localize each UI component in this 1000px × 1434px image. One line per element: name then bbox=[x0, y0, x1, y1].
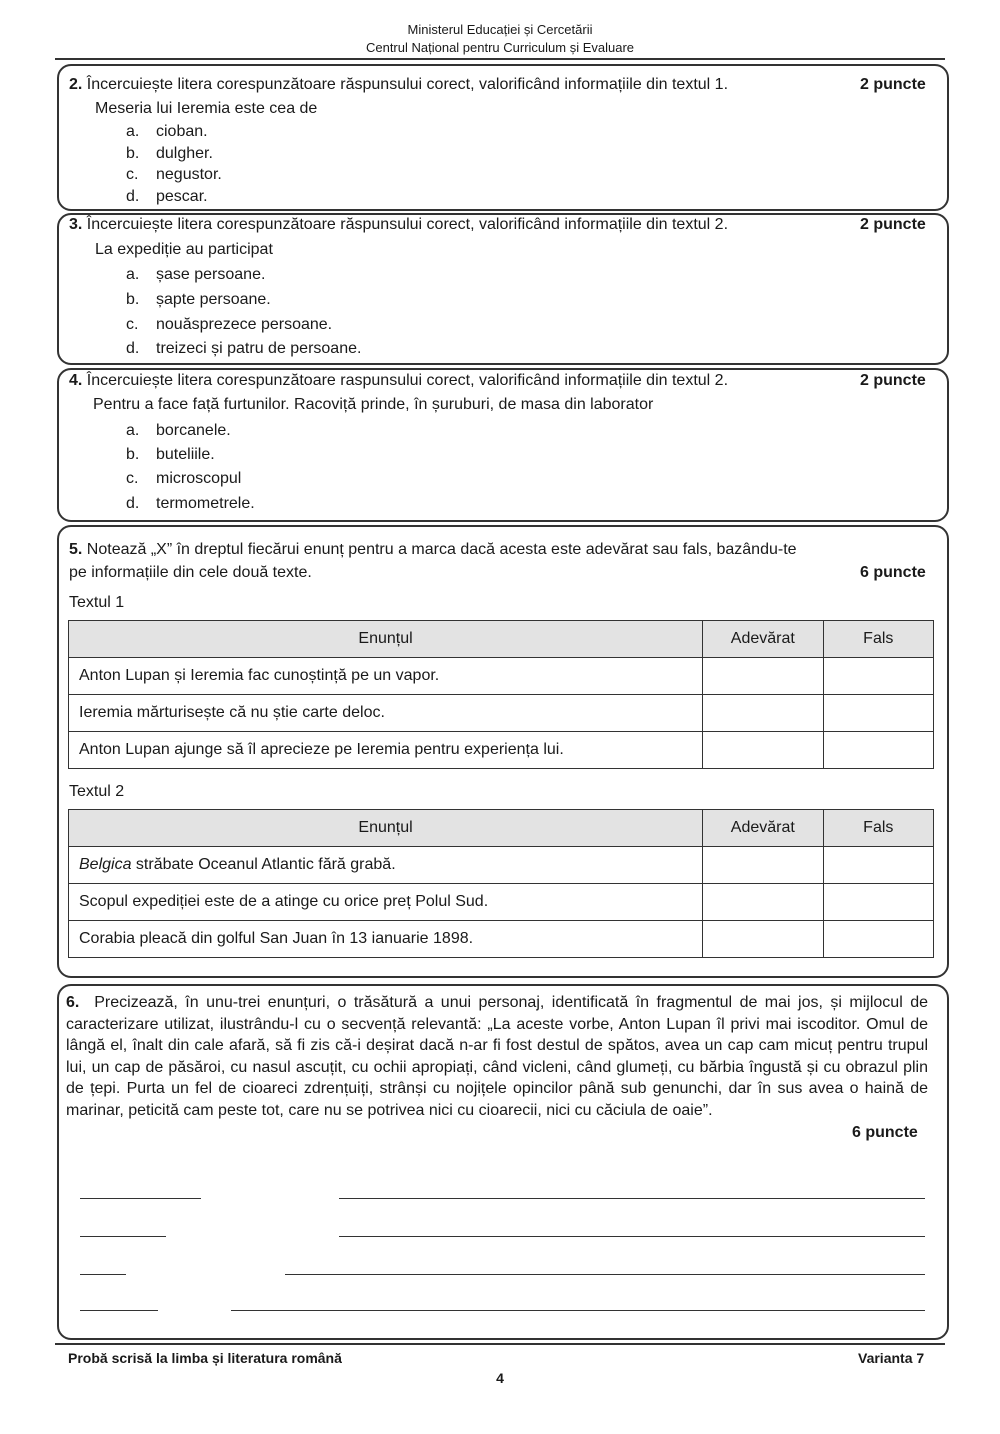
question-3-instruction: 3. Încercuiește litera corespunzătoare răspunsului corect, valorificând informațiile din textul 2. bbox=[69, 216, 729, 233]
question-5-instruction-line1: 5. Notează „X” în dreptul fiecărui enunț pentru a marca dacă acesta este adevărat sau fals, bazându-te bbox=[69, 541, 797, 558]
header-true: Adevărat bbox=[703, 810, 824, 847]
header-false: Fals bbox=[823, 810, 933, 847]
question-3-points: 2 puncte bbox=[860, 216, 926, 233]
text-2-label: Textul 2 bbox=[69, 783, 125, 800]
question-3-stem: La expediție au participat bbox=[95, 241, 273, 258]
question-2-stem: Meseria lui Ieremia este cea de bbox=[95, 100, 318, 117]
question-2-option-a[interactable]: a. cioban. bbox=[126, 123, 208, 140]
answer-line[interactable] bbox=[339, 1236, 925, 1237]
header-statement: Enunțul bbox=[69, 621, 703, 658]
statement-text: Anton Lupan ajunge să îl aprecieze pe Ieremia pentru experiența lui. bbox=[69, 732, 703, 769]
header-divider bbox=[55, 58, 945, 60]
true-answer-cell[interactable] bbox=[703, 884, 824, 921]
false-answer-cell[interactable] bbox=[823, 732, 933, 769]
false-answer-cell[interactable] bbox=[823, 695, 933, 732]
true-answer-cell[interactable] bbox=[703, 658, 824, 695]
text-1-label: Textul 1 bbox=[69, 594, 125, 611]
true-answer-cell[interactable] bbox=[703, 847, 824, 884]
page-number: 4 bbox=[496, 1370, 504, 1386]
question-4-stem: Pentru a face față furtunilor. Racoviță prinde, în șuruburi, de masa din laborator bbox=[93, 396, 654, 413]
false-answer-cell[interactable] bbox=[823, 847, 933, 884]
answer-line[interactable] bbox=[231, 1310, 925, 1311]
statement-text: Corabia pleacă din golful San Juan în 13 ianuarie 1898. bbox=[69, 921, 703, 958]
true-answer-cell[interactable] bbox=[703, 695, 824, 732]
question-4-option-c[interactable]: c. microscopul bbox=[126, 470, 242, 487]
true-answer-cell[interactable] bbox=[703, 921, 824, 958]
question-2-points: 2 puncte bbox=[860, 76, 926, 93]
answer-line[interactable] bbox=[80, 1274, 126, 1275]
table-row bbox=[69, 884, 934, 921]
question-3-option-c[interactable]: c. nouăsprezece persoane. bbox=[126, 316, 333, 333]
footer-divider bbox=[55, 1343, 945, 1345]
answer-line[interactable] bbox=[339, 1198, 925, 1199]
false-answer-cell[interactable] bbox=[823, 884, 933, 921]
table-row bbox=[69, 921, 934, 958]
header-false: Fals bbox=[823, 621, 933, 658]
true-answer-cell[interactable] bbox=[703, 732, 824, 769]
table-header-row bbox=[69, 810, 934, 847]
answer-line[interactable] bbox=[285, 1274, 925, 1275]
question-6-points: 6 puncte bbox=[852, 1124, 918, 1141]
table-row bbox=[69, 658, 934, 695]
header-true: Adevărat bbox=[703, 621, 824, 658]
question-3-option-a[interactable]: a. șase persoane. bbox=[126, 266, 266, 283]
statement-table-text-1 bbox=[68, 620, 934, 769]
question-2-option-b[interactable]: b. dulgher. bbox=[126, 145, 213, 162]
question-6-prompt: 6. Precizează, în unu-trei enunțuri, o trăsătură a unui personaj, identificată în fragmentul de mai jos, și mijlocul de caracterizare utilizat, ilustrându-l cu o secvență relevantă: „La aceste vorbe, Anton Lupan îl privi mai iscoditor. Omul de lângă el, înalt din cale afară, să fi zis că-i deșirat dacă n-ar fi fost destul de spătos, avea un cap cam micuț pentru trupul lui, un cap de păsăroi, cu nasul ascuțit, cu ochii apropiați, când vicleni, când glumeți, cu bărbia îngustă și cu obrazul plin de țepi. Purta un fel de cioareci zdrențuiți, strânși cu nojițele opincilor până sub genunchi, dar în sus avea o haină de marinar, peticită cam peste tot, care nu se potrivea nici cu cioarecii, nici cu căciula de oaie”. bbox=[66, 994, 928, 1119]
statement-text: Scopul expediției este de a atinge cu orice preț Polul Sud. bbox=[69, 884, 703, 921]
statement-table-text-2 bbox=[68, 809, 934, 958]
question-3-option-d[interactable]: d. treizeci și patru de persoane. bbox=[126, 340, 362, 357]
statement-text: Anton Lupan și Ieremia fac cunoștință pe un vapor. bbox=[69, 658, 703, 695]
question-4-instruction: 4. Încercuiește litera corespunzătoare raspunsului corect, valorificând informațiile din textul 2. bbox=[69, 372, 729, 389]
question-2-option-c[interactable]: c. negustor. bbox=[126, 166, 222, 183]
false-answer-cell[interactable] bbox=[823, 921, 933, 958]
footer-exam-title: Probă scrisă la limba și literatura română bbox=[68, 1350, 342, 1366]
answer-line[interactable] bbox=[80, 1236, 166, 1237]
answer-line[interactable] bbox=[80, 1310, 158, 1311]
question-4-option-a[interactable]: a. borcanele. bbox=[126, 422, 231, 439]
question-4-points: 2 puncte bbox=[860, 372, 926, 389]
table-header-row bbox=[69, 621, 934, 658]
question-4-option-d[interactable]: d. termometrele. bbox=[126, 495, 255, 512]
question-3-option-b[interactable]: b. șapte persoane. bbox=[126, 291, 271, 308]
question-4-option-b[interactable]: b. buteliile. bbox=[126, 446, 215, 463]
question-5-instruction-line2: pe informațiile din cele două texte. bbox=[69, 564, 312, 581]
question-2-instruction: 2. Încercuiește litera corespunzătoare răspunsului corect, valorificând informațiile din textul 1. bbox=[69, 76, 729, 93]
header-ministry: Ministerul Educației și Cercetării bbox=[407, 22, 593, 37]
table-row bbox=[69, 695, 934, 732]
table-row bbox=[69, 847, 934, 884]
header-center: Centrul Național pentru Curriculum și Evaluare bbox=[365, 40, 635, 55]
question-2-option-d[interactable]: d. pescar. bbox=[126, 188, 208, 205]
question-5-points: 6 puncte bbox=[860, 564, 926, 581]
statement-text: Belgica străbate Oceanul Atlantic fără grabă. bbox=[69, 847, 703, 884]
table-row bbox=[69, 732, 934, 769]
answer-line[interactable] bbox=[80, 1198, 201, 1199]
header-statement: Enunțul bbox=[69, 810, 703, 847]
statement-text: Ieremia mărturisește că nu știe carte deloc. bbox=[69, 695, 703, 732]
footer-variant: Varianta 7 bbox=[858, 1350, 925, 1366]
false-answer-cell[interactable] bbox=[823, 658, 933, 695]
